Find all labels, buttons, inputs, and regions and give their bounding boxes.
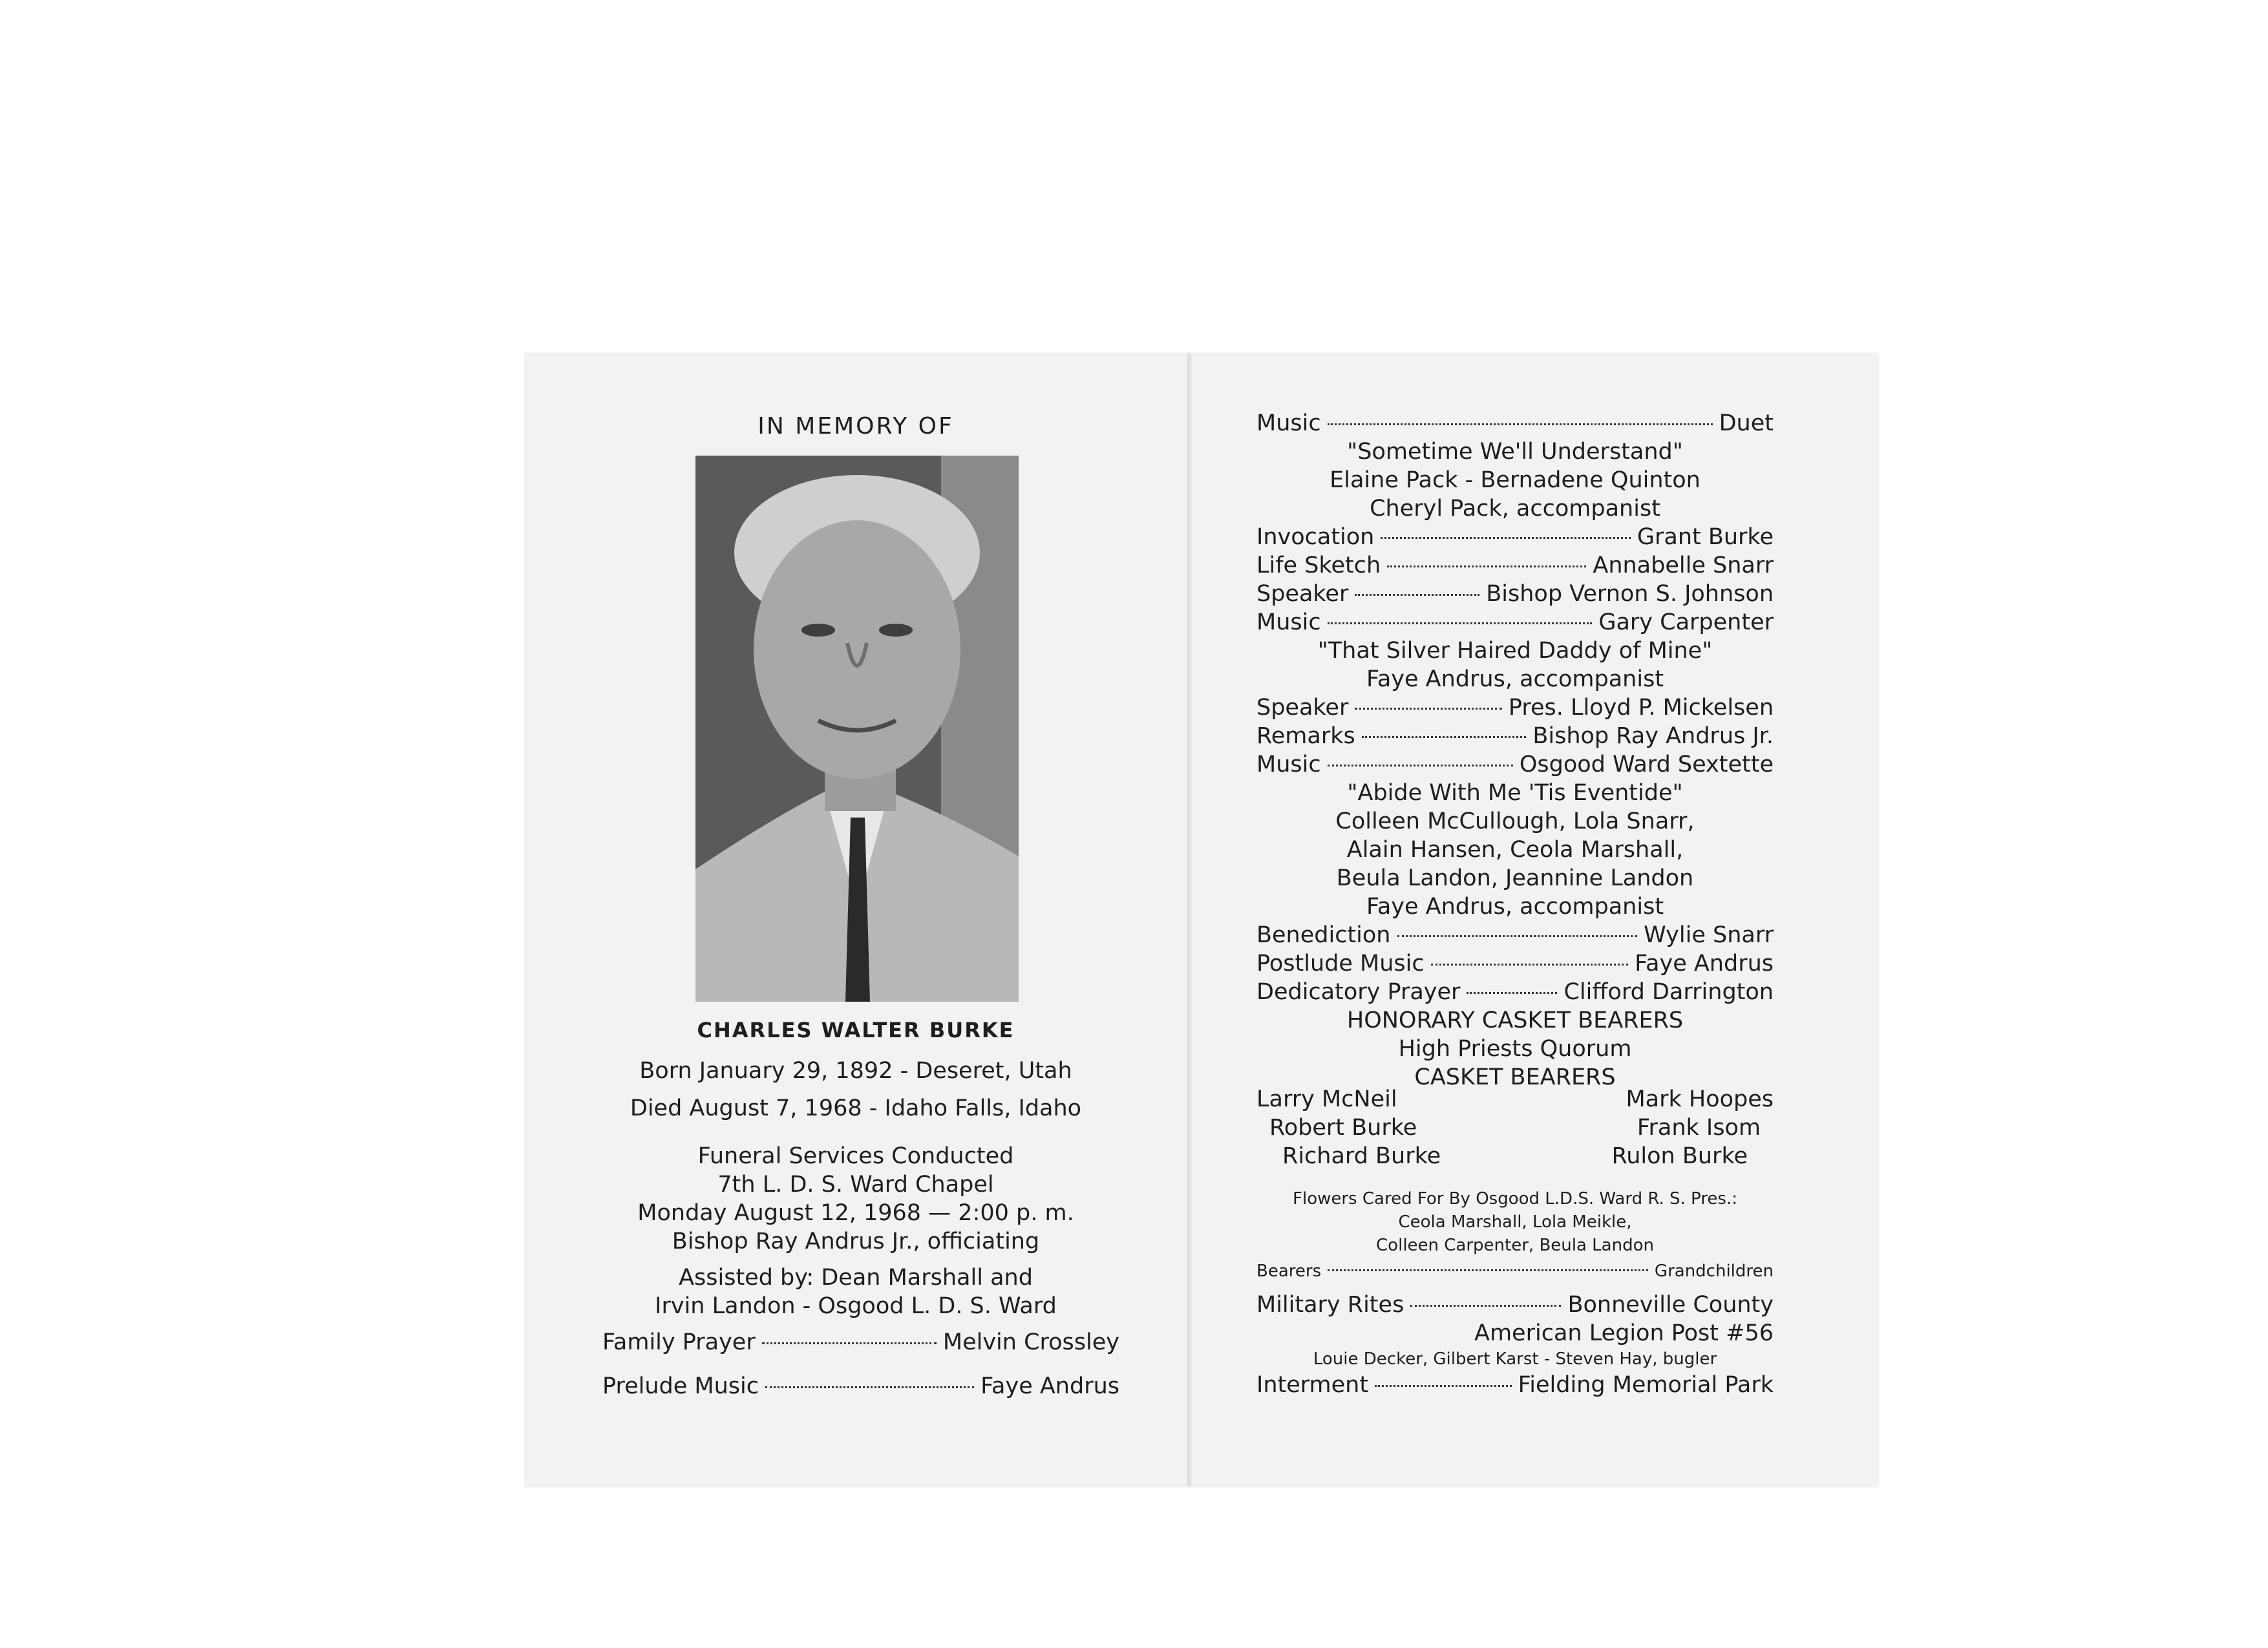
service-line: Monday August 12, 1968 — 2:00 p. m. xyxy=(637,1200,1074,1226)
program-row-invocation: Invocation Grant Burke xyxy=(1256,524,1774,550)
legion-post: American Legion Post #56 xyxy=(1474,1320,1774,1346)
center-fold xyxy=(1187,354,1192,1486)
program-list xyxy=(1256,409,1774,1092)
program-row-remarks: Remarks Bishop Ray Andrus Jr. xyxy=(1256,723,1774,749)
program-row-interment: Interment Fielding Memorial Park xyxy=(1256,1372,1774,1398)
casket-heading: CASKET BEARERS xyxy=(1414,1064,1616,1090)
accompanist: Faye Andrus, accompanist xyxy=(1366,894,1664,920)
performers: Colleen McCullough, Lola Snarr, xyxy=(1335,808,1695,834)
program-row-life-sketch: Life Sketch Annabelle Snarr xyxy=(1256,553,1774,578)
song-title: "Abide With Me 'Tis Eventide" xyxy=(1347,780,1683,806)
casket-bearers xyxy=(1256,1085,1774,1170)
accompanist: Cheryl Pack, accompanist xyxy=(1370,496,1660,522)
service-line: Funeral Services Conducted xyxy=(697,1143,1014,1169)
performers: Elaine Pack - Bernadene Quinton xyxy=(1330,467,1701,493)
flowers-line: Flowers Cared For By Osgood L.D.S. Ward R. S. Pres.: xyxy=(1293,1189,1737,1209)
performers: Alain Hansen, Ceola Marshall, xyxy=(1346,837,1684,863)
program-row-speaker: Speaker Bishop Vernon S. Johnson xyxy=(1256,581,1774,607)
flowers-section xyxy=(1256,1187,1774,1285)
program-row-benediction: Benediction Wylie Snarr xyxy=(1256,922,1774,948)
family-prayer-row: Family Prayer Melvin Crossley xyxy=(602,1329,1119,1355)
assisted-by: Assisted by: Dean Marshall and Irvin Landon - Osgood L. D. S. Ward xyxy=(655,1265,1057,1319)
bearer-row: Larry McNeil Mark Hoopes xyxy=(1256,1086,1774,1112)
funeral-program-sheet xyxy=(525,354,1878,1486)
program-row-dedicatory: Dedicatory Prayer Clifford Darrington xyxy=(1256,979,1774,1005)
program-row-speaker: Speaker Pres. Lloyd P. Mickelsen xyxy=(1256,695,1774,721)
flowers-line: Colleen Carpenter, Beula Landon xyxy=(1376,1236,1654,1255)
military-section xyxy=(1256,1291,1774,1399)
accompanist: Faye Andrus, accompanist xyxy=(1366,666,1664,692)
program-row-music: Music Duet xyxy=(1256,410,1774,436)
bearer-row: Richard Burke Rulon Burke xyxy=(1282,1143,1748,1169)
performers: Beula Landon, Jeannine Landon xyxy=(1336,865,1694,891)
program-row-military: Military Rites Bonneville County xyxy=(1256,1292,1774,1318)
memory-heading: IN MEMORY OF xyxy=(758,413,954,439)
service-line: Bishop Ray Andrus Jr., officiating xyxy=(672,1229,1040,1254)
honorary-group: High Priests Quorum xyxy=(1398,1036,1632,1062)
flowers-line: Ceola Marshall, Lola Meikle, xyxy=(1398,1212,1632,1232)
died-line: Died August 7, 1968 - Idaho Falls, Idaho xyxy=(630,1095,1082,1121)
program-row-postlude: Postlude Music Faye Andrus xyxy=(1256,951,1774,977)
service-details xyxy=(525,1142,1187,1256)
honorary-heading: HONORARY CASKET BEARERS xyxy=(1346,1008,1684,1033)
flower-bearers-row: Bearers Grandchildren xyxy=(1256,1262,1774,1281)
left-panel xyxy=(525,354,1187,1486)
song-title: "That Silver Haired Daddy of Mine" xyxy=(1317,638,1713,664)
right-panel xyxy=(1192,354,1878,1486)
deceased-name: CHARLES WALTER BURKE xyxy=(697,1018,1015,1042)
song-title: "Sometime We'll Understand" xyxy=(1347,439,1683,465)
service-line: 7th L. D. S. Ward Chapel xyxy=(717,1172,994,1198)
bugler-line: Louie Decker, Gilbert Karst - Steven Hay, bugler xyxy=(1313,1349,1717,1369)
program-row-music: Music Gary Carpenter xyxy=(1256,609,1774,635)
program-row-music: Music Osgood Ward Sextette xyxy=(1256,752,1774,777)
prelude-music-row: Prelude Music Faye Andrus xyxy=(602,1373,1119,1399)
born-line: Born January 29, 1892 - Deseret, Utah xyxy=(639,1058,1072,1084)
portrait-photo xyxy=(695,456,1019,1002)
bearer-row: Robert Burke Frank Isom xyxy=(1269,1115,1761,1141)
